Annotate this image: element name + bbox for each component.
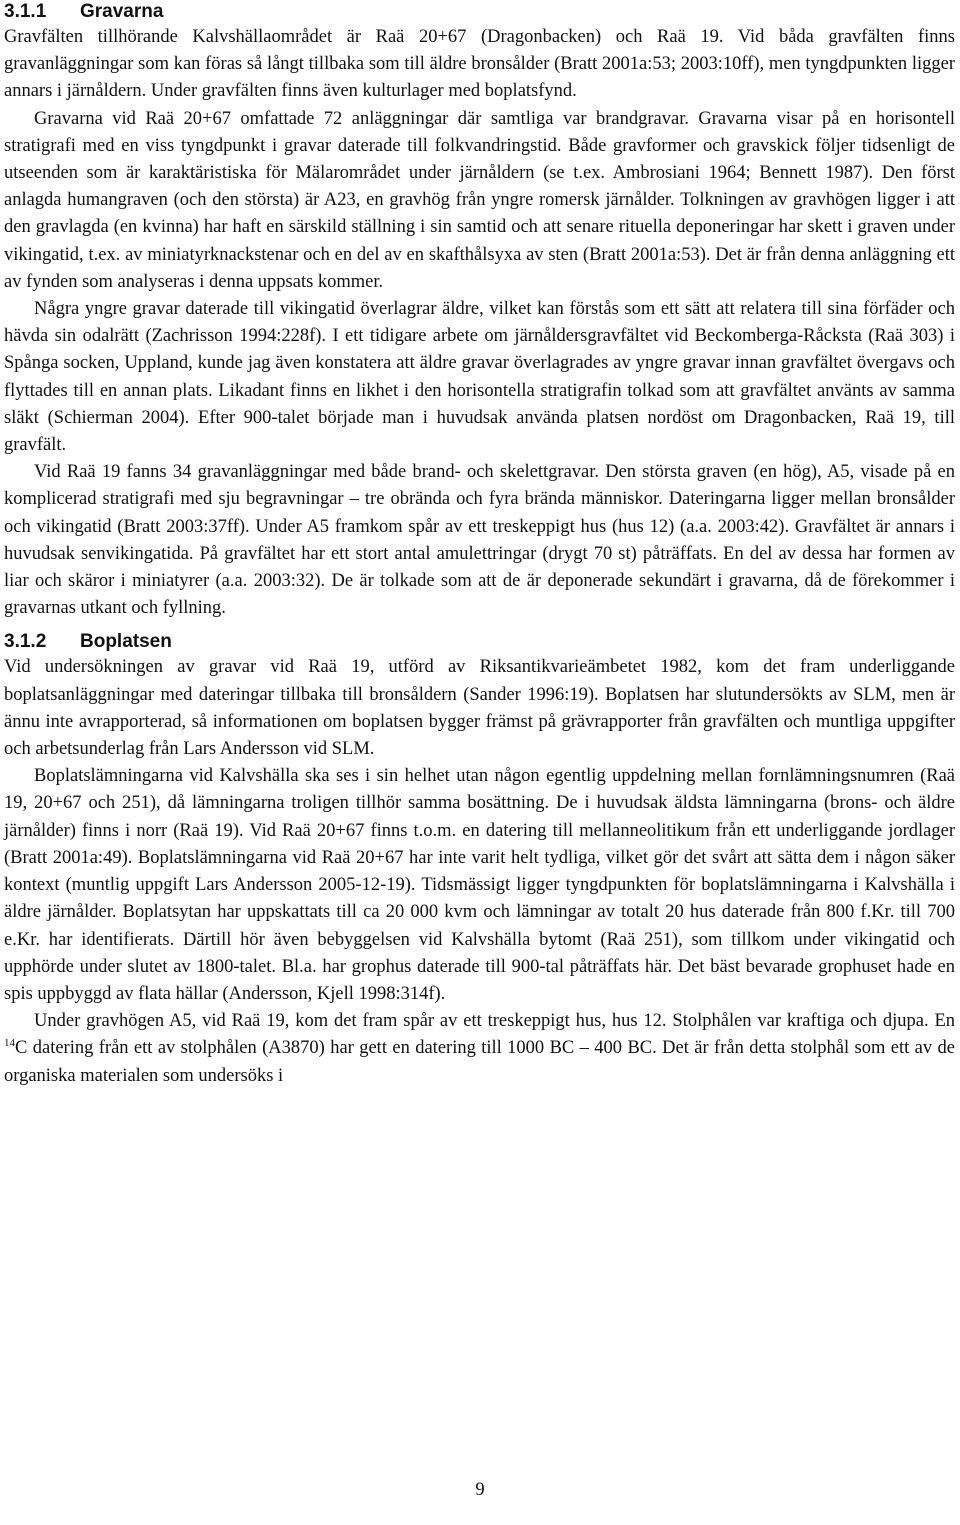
- paragraph: Boplatslämningarna vid Kalvshälla ska ses i sin helhet utan någon egentlig uppdelning mellan fornlämningsnumren (Raä 19, 20+67 och 251), då lämningarna troligen tillhör samma bosättning. De i huvudsak äldsta lämningarna (brons- och äldre järnålder) finns i norr (Raä 19). Vid Raä 20+67 finns t.o.m. en datering till mellanneolitikum från ett underliggande jordlager (Bratt 2001a:49). Boplatslämningarna vid Raä 20+67 har inte varit helt tydliga, vilket gör det svårt att sätta dem i någon säker kontext (muntlig uppgift Lars Andersson 2005-12-19). Tidsmässigt ligger tyngdpunkten för boplatslämningarna i Kalvshälla i äldre järnålder. Boplatsytan har uppskattats till ca 20 000 kvm och lämningar av totalt 20 hus daterade från 800 f.Kr. till 700 e.Kr. har identifierats. Därtill hör även bebyggelsen vid Kalvshälla bytomt (Raä 251), som tillkom under vikingatid och upphörde under slutet av 1800-talet. Bl.a. har grophus daterade till 900-tal påträffats här. Det bäst bevarade grophuset hade en spis uppbyggd av flata hällar (Andersson, Kjell 1998:314f).: [4, 766, 955, 1004]
- section-title: Boplatsen: [80, 631, 172, 653]
- paragraph-last: [4, 1008, 955, 1090]
- superscript-14: 14: [4, 1037, 15, 1050]
- section-number: 3.1.2: [4, 631, 47, 653]
- document-page: [4, 0, 955, 1090]
- paragraph: Gravarna vid Raä 20+67 omfattade 72 anläggningar där samtliga var brandgravar. Gravarna visar på en horisontell stratigrafi med en viss tyngdpunkt i gravar daterade till folkvandringstid. Både gravformer och gravskick följer tidsenligt de utseenden som är karaktäristiska för Mälarområdet under järnåldern (se t.ex. Ambrosiani 1964; Bennett 1987). Den först anlagda humangraven (och den största) är A23, en gravhög från yngre romersk järnålder. Tolkningen av gravhögen ligger i att den gravlagda (en kvinna) har haft en särskild ställning i sin samtid och att senare rituella deponeringar har skett i graven under vikingatid, t.ex. av miniatyrknackstenar och en del av en skafthålsyxa av sten (Bratt 2001a:53). Det är från denna anläggning ett av fynden som analyseras i denna uppsats kommer.: [4, 108, 955, 292]
- text-before-superscript: Under gravhögen A5, vid Raä 19, kom det fram spår av ett treskeppigt hus, hus 12. Stolphålen var kraftiga och djupa. En: [34, 1011, 955, 1032]
- section-title: Gravarna: [80, 1, 164, 22]
- section-heading-boplatsen: [4, 630, 955, 654]
- paragraph: Vid Raä 19 fanns 34 gravanläggningar med både brand- och skelettgravar. Den största graven (en hög), A5, visade på en komplicerad stratigrafi med sju begravningar – tre obrända och fyra brända människor. Dateringarna ligger mellan bronsålder och vikingatid (Bratt 2003:37ff). Under A5 framkom spår av ett treskeppigt hus (hus 12) (a.a. 2003:42). Gravfältet är annars i huvudsak senvikingatida. På gravfältet har ett stort antal amulettringar (drygt 70 st) påträffats. En del av dessa har formen av liar och skäror i miniatyrer (a.a. 2003:32). De är tolkade som att de är deponerade sekundärt i gravarna, då de förekommer i gravarnas utkant och fyllning.: [4, 462, 955, 619]
- section-heading-gravarna: [4, 0, 955, 24]
- paragraph: Gravfälten tillhörande Kalvshällaområdet är Raä 20+67 (Dragonbacken) och Raä 19. Vid båda gravfälten finns gravanläggningar som kan föras så långt tillbaka som till äldre bronsålder (Bratt 2001a:53; 2003:10ff), men tyngdpunkten ligger annars i järnåldern. Under gravfälten finns även kulturlager med boplatsfynd.: [4, 27, 955, 102]
- paragraph: Vid undersökningen av gravar vid Raä 19, utförd av Riksantikvarieämbetet 1982, kom det fram underliggande boplatsanläggningar med dateringar tillbaka till bronsåldern (Sander 1996:19). Boplatsen har slutundersökts av SLM, men är ännu inte avrapporterad, så informationen om boplatsen bygger främst på grävrapporter från gravfälten och muntliga uppgifter och arbetsunderlag från Lars Andersson vid SLM.: [4, 657, 955, 760]
- text-after-superscript: C datering från ett av stolphålen (A3870) har gett en datering till 1000 BC – 400 BC. Det är från detta stolphål som ett av de organiska materialen som undersöks i: [4, 1038, 955, 1086]
- section-number: 3.1.1: [4, 1, 47, 22]
- page-number: 9: [475, 1480, 485, 1500]
- paragraph: Några yngre gravar daterade till vikingatid överlagrar äldre, vilket kan förstås som ett sätt att relatera till sina förfäder och hävda sin odalrätt (Zachrisson 1994:228f). I ett tidigare arbete om järnåldersgravfältet vid Beckomberga-Råcksta (Raä 303) i Spånga socken, Uppland, kunde jag även konstatera att äldre gravar överlagrades av yngre gravar innan gravfältet övergavs och flyttades till en annan plats. Likadant finns en likhet i den horisontella stratigrafin tolkad som att gravfältet använts av samma släkt (Schierman 2004). Efter 900-talet började man i huvudsak använda platsen nordöst om Dragonbacken, Raä 19, till gravfält.: [4, 299, 955, 456]
